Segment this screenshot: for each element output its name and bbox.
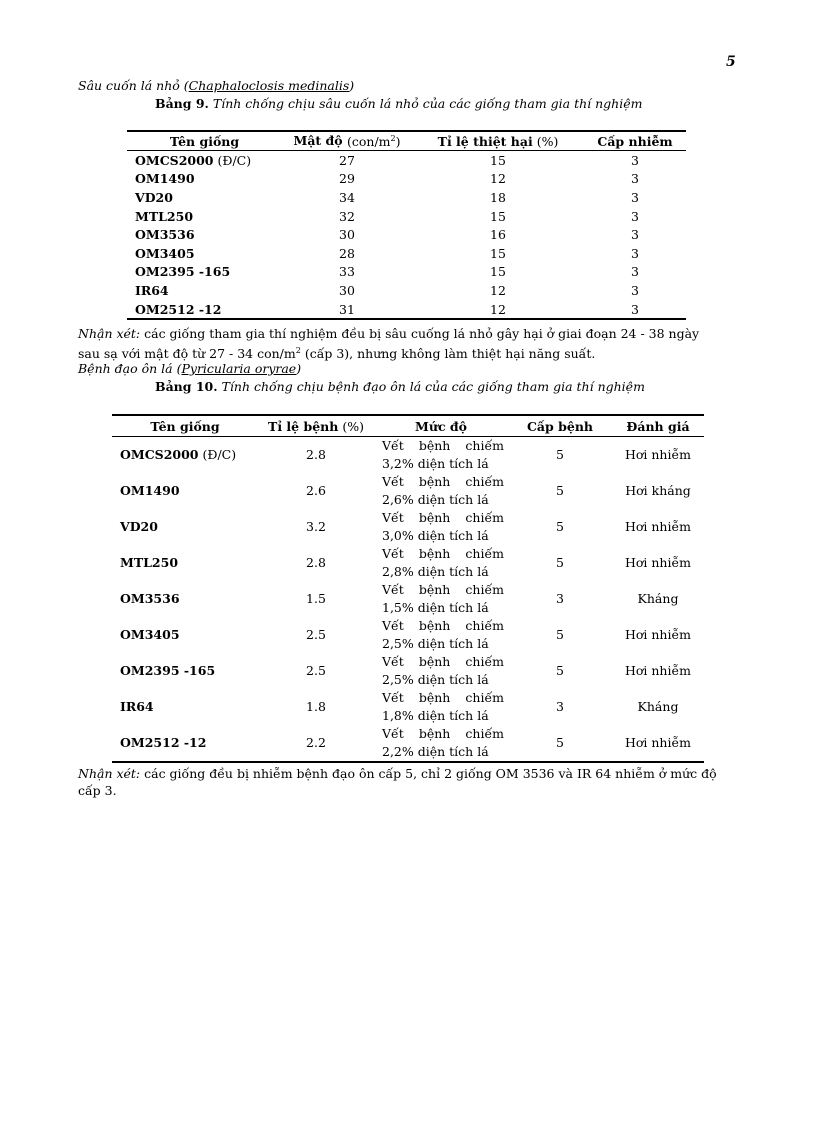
- severity-word: chiếm: [465, 510, 504, 525]
- table-row: [112, 617, 704, 653]
- evaluation-cell: Hơi nhiễm: [624, 519, 692, 534]
- level-cell: 5: [556, 663, 564, 678]
- severity-word: bệnh: [418, 546, 451, 561]
- damage-cell: 16: [490, 227, 506, 243]
- heading-prefix: Sâu cuốn lá nhỏ (: [78, 78, 189, 93]
- table-row: [127, 207, 686, 226]
- table-10: [112, 414, 704, 763]
- caption-text: Tính chống chịu sâu cuốn lá nhỏ của các giống tham gia thí nghiệm: [208, 96, 643, 111]
- variety-name: OM3405: [135, 245, 195, 261]
- level-cell: 3: [631, 282, 639, 298]
- remark-line-2: cấp 3.: [78, 783, 117, 798]
- variety-cell: [112, 617, 258, 653]
- severity-word: Vết: [382, 726, 404, 741]
- variety-name: OM2395 -165: [120, 663, 216, 678]
- severity-word: Vết: [382, 474, 404, 489]
- evaluation-cell: Hơi nhiễm: [624, 447, 692, 462]
- severity-word: Vết: [382, 654, 404, 669]
- table-row: [112, 653, 704, 689]
- caption-text: Tính chống chịu bệnh đạo ôn lá của các giống tham gia thí nghiệm: [217, 379, 645, 394]
- variety-name: OM2512 -12: [120, 735, 207, 750]
- col-header-evaluation: Đánh giá: [612, 415, 704, 437]
- table-header-row: [127, 131, 686, 151]
- severity-word: chiếm: [465, 582, 504, 597]
- density-unit: [347, 134, 401, 149]
- rate-cell: 2.8: [306, 555, 326, 570]
- severity-line-1: [382, 509, 504, 527]
- severity-cell: [374, 689, 508, 725]
- variety-cell: [127, 281, 282, 300]
- table-row: [112, 725, 704, 762]
- severity-line-2: 1,5% diện tích lá: [382, 600, 489, 615]
- remark-sup: 2: [295, 346, 301, 355]
- severity-word: Vết: [382, 546, 404, 561]
- variety-cell: [127, 188, 282, 207]
- level-cell: 5: [556, 447, 564, 462]
- damage-cell: 12: [490, 301, 506, 317]
- severity-line-2: 2,2% diện tích lá: [382, 744, 489, 759]
- remark-text-2b: (cấp 3), nhưng không làm thiệt hại năng suất.: [300, 346, 596, 362]
- severity-word: chiếm: [465, 654, 504, 669]
- damage-cell: 15: [490, 208, 506, 224]
- level-cell: 3: [631, 301, 639, 317]
- severity-line-1: [382, 545, 504, 563]
- table-row: [127, 151, 686, 170]
- table-9: [127, 130, 686, 320]
- level-cell: 3: [631, 189, 639, 205]
- variety-name: OMCS2000: [135, 152, 214, 168]
- caption-label: Bảng 10.: [155, 379, 218, 394]
- severity-line-2: 2,6% diện tích lá: [382, 492, 489, 507]
- damage-cell: 12: [490, 171, 506, 187]
- caption-label: Bảng 9.: [155, 96, 209, 111]
- variety-name: OM3405: [120, 627, 180, 642]
- table-row: [112, 473, 704, 509]
- evaluation-cell: Hơi nhiễm: [624, 555, 692, 570]
- evaluation-cell: Hơi nhiễm: [624, 735, 692, 750]
- variety-cell: [127, 244, 282, 263]
- table-row: [127, 225, 686, 244]
- table-row: [127, 281, 686, 300]
- table-row: [112, 509, 704, 545]
- severity-cell: [374, 725, 508, 762]
- remark-label: Nhận xét:: [78, 766, 141, 781]
- damage-cell: 18: [490, 189, 506, 205]
- variety-cell: [112, 725, 258, 762]
- remark-text-1: các giống đều bị nhiễm bệnh đạo ôn cấp 5, chỉ 2 giống OM 3536 và IR 64 nhiễm ở mức độ: [140, 766, 717, 781]
- severity-cell: [374, 581, 508, 617]
- variety-cell: [112, 653, 258, 689]
- scientific-name: Pyricularia oryrae: [181, 361, 297, 376]
- variety-name: OMCS2000: [120, 447, 199, 462]
- severity-word: Vết: [382, 582, 404, 597]
- level-cell: 3: [631, 152, 639, 168]
- severity-line-2: 2,5% diện tích lá: [382, 672, 489, 687]
- severity-word: chiếm: [465, 618, 504, 633]
- severity-word: Vết: [382, 690, 404, 705]
- severity-word: chiếm: [465, 690, 504, 705]
- variety-cell: [112, 581, 258, 617]
- level-cell: 5: [556, 483, 564, 498]
- severity-cell: [374, 437, 508, 474]
- variety-cell: [112, 509, 258, 545]
- level-cell: 3: [631, 227, 639, 243]
- variety-name: OM3536: [120, 591, 180, 606]
- severity-line-1: [382, 617, 504, 635]
- density-cell: 30: [339, 227, 355, 243]
- damage-cell: 15: [490, 152, 506, 168]
- col-header-severity: Mức độ: [374, 415, 508, 437]
- scientific-name: Chaphaloclosis medinalis: [188, 78, 350, 93]
- density-cell: 32: [339, 208, 355, 224]
- density-label: Mật độ: [293, 133, 343, 149]
- variety-name: VD20: [120, 519, 158, 534]
- table-row: [112, 545, 704, 581]
- remark-text-2a: sau sạ với mật độ từ 27 - 34 con/m: [78, 346, 296, 362]
- section-heading-leaf-roller: [78, 77, 354, 94]
- variety-name: OM2512 -12: [135, 301, 222, 317]
- density-cell: 29: [339, 171, 355, 187]
- variety-cell: [127, 225, 282, 244]
- severity-cell: [374, 653, 508, 689]
- rate-cell: 2.6: [306, 483, 326, 498]
- severity-word: bệnh: [418, 438, 451, 453]
- severity-line-1: [382, 689, 504, 707]
- severity-line-1: [382, 473, 504, 491]
- density-unit-text: (con/m: [346, 133, 391, 149]
- variety-suffix: (Đ/C): [213, 152, 252, 168]
- rate-cell: 1.5: [306, 591, 326, 606]
- table-10-caption: [155, 379, 645, 394]
- rate-cell: 2.8: [306, 447, 326, 462]
- severity-word: bệnh: [418, 474, 451, 489]
- evaluation-cell: Hơi nhiễm: [624, 663, 692, 678]
- severity-line-1: [382, 653, 504, 671]
- severity-word: bệnh: [418, 582, 451, 597]
- variety-cell: [127, 151, 282, 170]
- col-header-variety: Tên giống: [112, 415, 258, 437]
- severity-line-1: [382, 581, 504, 599]
- level-cell: 3: [631, 208, 639, 224]
- severity-cell: [374, 509, 508, 545]
- severity-line-2: 2,5% diện tích lá: [382, 636, 489, 651]
- variety-suffix: (Đ/C): [198, 447, 237, 462]
- severity-cell: [374, 473, 508, 509]
- table-row: [112, 581, 704, 617]
- table-row: [112, 437, 704, 474]
- density-cell: 28: [339, 245, 355, 261]
- density-cell: 30: [339, 282, 355, 298]
- severity-cell: [374, 617, 508, 653]
- density-cell: 33: [339, 264, 355, 280]
- variety-cell: [127, 170, 282, 189]
- variety-name: OM2395 -165: [135, 264, 231, 280]
- severity-line-2: 1,8% diện tích lá: [382, 708, 489, 723]
- table-row: [127, 188, 686, 207]
- level-cell: 3: [556, 699, 564, 714]
- evaluation-cell: Hơi kháng: [625, 483, 691, 498]
- severity-word: bệnh: [418, 654, 451, 669]
- remark-label: Nhận xét:: [78, 326, 141, 341]
- level-cell: 3: [631, 171, 639, 187]
- damage-cell: 12: [490, 282, 506, 298]
- density-cell: 34: [339, 189, 355, 205]
- variety-cell: [127, 207, 282, 226]
- heading-suffix: ): [296, 361, 302, 376]
- variety-name: OM1490: [120, 483, 180, 498]
- severity-word: Vết: [382, 438, 404, 453]
- severity-line-1: [382, 437, 504, 455]
- severity-word: bệnh: [418, 510, 451, 525]
- heading-suffix: ): [349, 78, 355, 93]
- variety-name: VD20: [135, 189, 173, 205]
- variety-name: MTL250: [135, 208, 194, 224]
- severity-word: chiếm: [465, 438, 504, 453]
- col-header-density: [282, 131, 412, 151]
- severity-word: Vết: [382, 510, 404, 525]
- variety-cell: [112, 473, 258, 509]
- severity-word: bệnh: [418, 726, 451, 741]
- level-cell: 5: [556, 627, 564, 642]
- density-cell: 31: [339, 301, 355, 317]
- table-row: [127, 300, 686, 320]
- density-unit-close: ): [395, 133, 401, 149]
- severity-line-2: 3,0% diện tích lá: [382, 528, 489, 543]
- level-cell: 5: [556, 519, 564, 534]
- rate-cell: 2.2: [306, 735, 326, 750]
- density-cell: 27: [339, 152, 355, 168]
- rate-cell: 3.2: [306, 519, 326, 534]
- variety-cell: [112, 437, 258, 474]
- severity-word: chiếm: [465, 546, 504, 561]
- damage-cell: 15: [490, 245, 506, 261]
- remark-blast: [78, 765, 743, 799]
- table-row: [127, 170, 686, 189]
- section-heading-blast: [78, 360, 301, 377]
- page-number: 5: [726, 54, 736, 70]
- severity-word: chiếm: [465, 726, 504, 741]
- density-unit-sup: 2: [390, 133, 396, 143]
- remark-line-1: [78, 765, 743, 782]
- damage-cell: 15: [490, 264, 506, 280]
- variety-cell: [127, 300, 282, 320]
- table-header-row: [112, 415, 704, 437]
- rate-label: Tỉ lệ bệnh: [268, 418, 339, 434]
- severity-line-1: [382, 725, 504, 743]
- col-header-level: Cấp nhiễm: [584, 131, 686, 151]
- severity-line-2: 3,2% diện tích lá: [382, 456, 489, 471]
- evaluation-cell: Hơi nhiễm: [624, 627, 692, 642]
- variety-cell: [112, 545, 258, 581]
- severity-word: chiếm: [465, 474, 504, 489]
- rate-cell: 2.5: [306, 627, 326, 642]
- level-cell: 5: [556, 735, 564, 750]
- heading-prefix: Bệnh đạo ôn lá (: [78, 361, 182, 376]
- level-cell: 5: [556, 555, 564, 570]
- rate-cell: 2.5: [306, 663, 326, 678]
- level-cell: 3: [556, 591, 564, 606]
- damage-unit: (%): [532, 133, 559, 149]
- variety-cell: [112, 689, 258, 725]
- col-header-level: Cấp bệnh: [508, 415, 612, 437]
- severity-cell: [374, 545, 508, 581]
- evaluation-cell: Kháng: [637, 591, 679, 606]
- variety-name: OM3536: [135, 227, 195, 243]
- remark-text-1: các giống tham gia thí nghiệm đều bị sâu cuống lá nhỏ gây hại ở giai đoạn 24 - 38 ngày: [140, 326, 700, 341]
- damage-label: Tỉ lệ thiệt hại: [437, 133, 533, 149]
- evaluation-cell: Kháng: [637, 699, 679, 714]
- rate-cell: 1.8: [306, 699, 326, 714]
- severity-word: Vết: [382, 618, 404, 633]
- col-header-damage: [412, 131, 584, 151]
- variety-name: IR64: [135, 282, 169, 298]
- variety-cell: [127, 263, 282, 282]
- col-header-rate: [258, 415, 374, 437]
- table-9-caption: [155, 96, 642, 111]
- table-row: [127, 244, 686, 263]
- severity-word: bệnh: [418, 690, 451, 705]
- remark-leaf-roller: [78, 325, 743, 362]
- variety-name: IR64: [120, 699, 154, 714]
- remark-line-1: [78, 325, 743, 342]
- rate-unit: (%): [338, 418, 364, 434]
- level-cell: 3: [631, 245, 639, 261]
- variety-name: OM1490: [135, 171, 195, 187]
- col-header-variety: Tên giống: [127, 131, 282, 151]
- table-row: [127, 263, 686, 282]
- severity-word: bệnh: [418, 618, 451, 633]
- table-row: [112, 689, 704, 725]
- severity-line-2: 2,8% diện tích lá: [382, 564, 489, 579]
- level-cell: 3: [631, 264, 639, 280]
- variety-name: MTL250: [120, 555, 179, 570]
